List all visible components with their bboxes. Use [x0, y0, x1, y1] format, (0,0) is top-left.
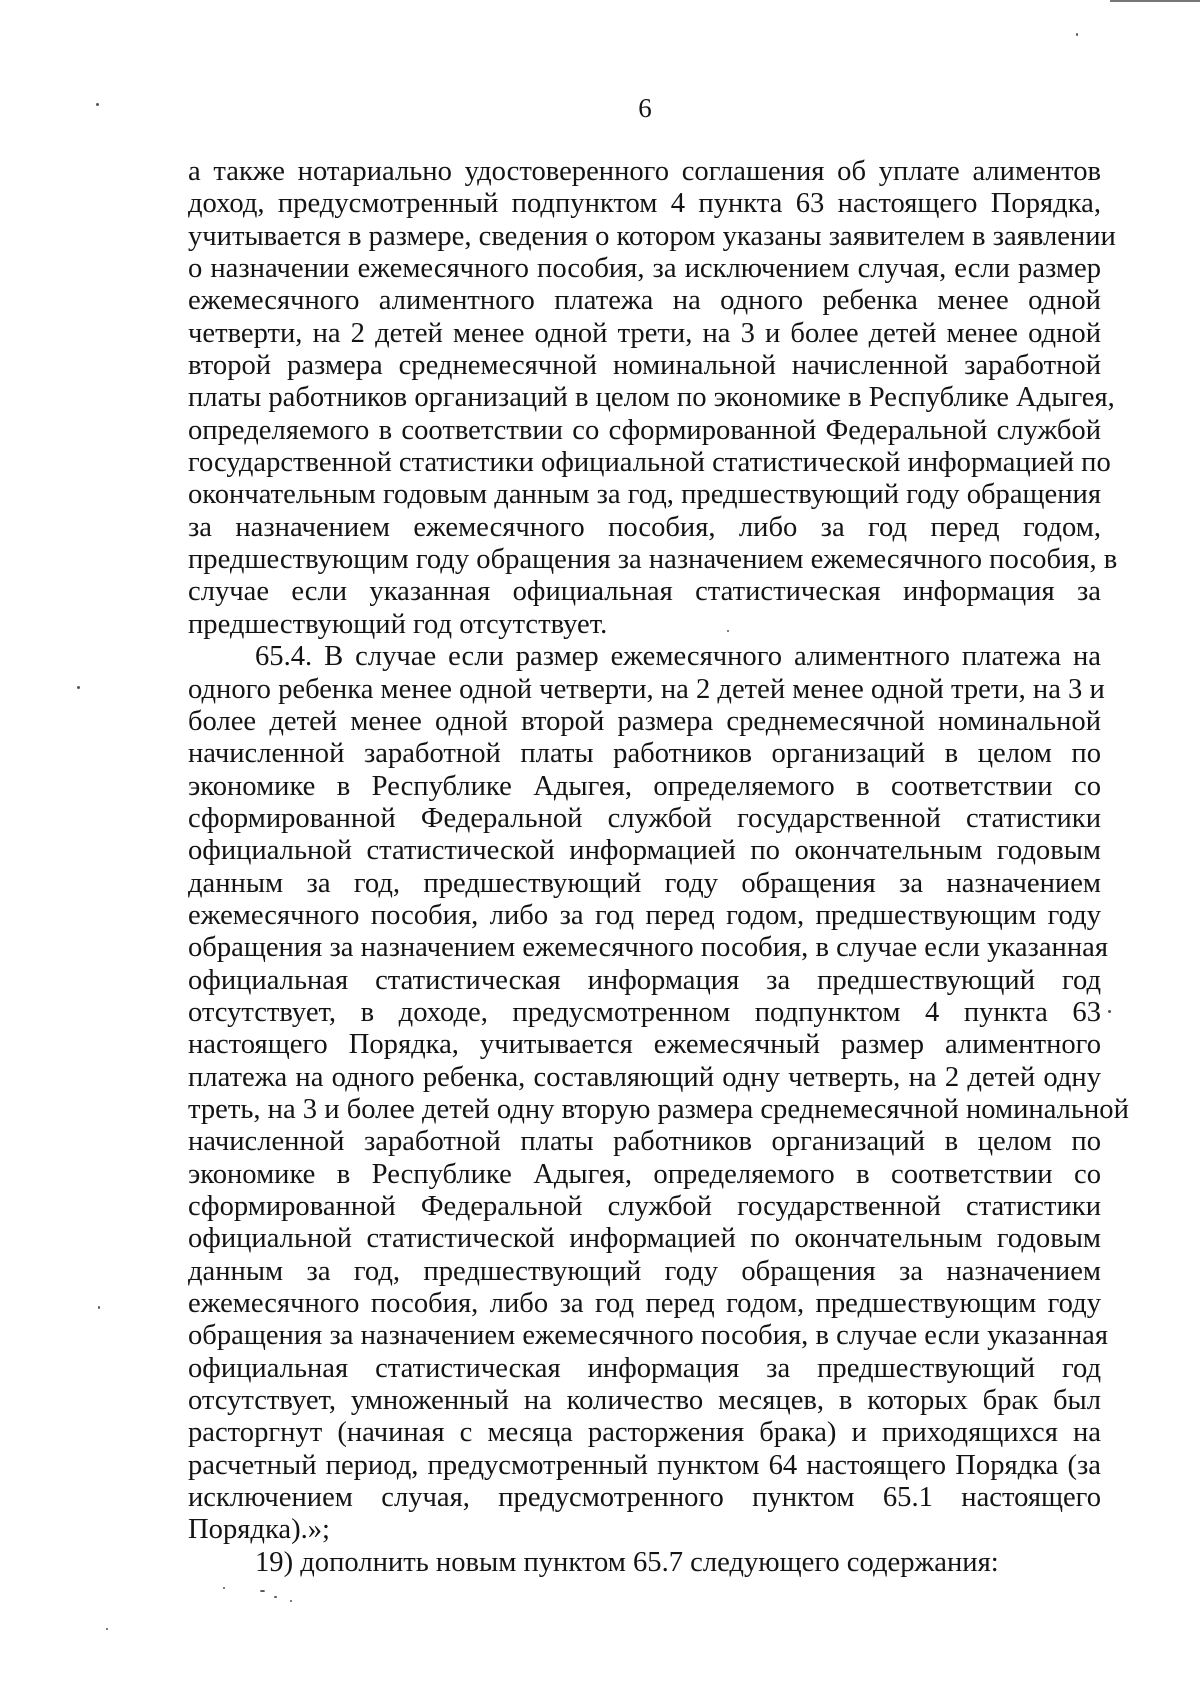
text-line: официальной статистической информацией по окончательным годовым — [188, 1223, 1101, 1255]
text-line: Порядка).»; — [188, 1514, 331, 1546]
text-line: платежа на одного ребенка, составляющий одну четверть, на 2 детей одну — [188, 1061, 1101, 1093]
text-line: государственной статистики официальной статистической информацией по — [188, 447, 1111, 479]
scan-speck — [106, 1628, 108, 1630]
text-line: расторгнут (начиная с месяца расторжения брака) и приходящихся на — [188, 1417, 1101, 1449]
text-line: официальная статистическая информация за предшествующий год — [188, 964, 1101, 996]
scan-speck — [223, 1587, 225, 1589]
text-line: отсутствует, в доходе, предусмотренном подпунктом 4 пункта 63 — [188, 996, 1101, 1028]
text-line: одного ребенка менее одной четверти, на 2 детей менее одной трети, на 3 и — [188, 673, 1105, 705]
text-line: ежемесячного пособия, либо за год перед годом, предшествующим году — [188, 899, 1101, 931]
text-line: учитывается в размере, сведения о котором указаны заявителем в заявлении — [188, 220, 1116, 252]
item-19: 19) дополнить новым пунктом 65.7 следующего содержания: — [255, 1546, 999, 1578]
scan-speck — [1076, 33, 1078, 36]
text-line: четверти, на 2 детей менее одной трети, на 3 и более детей менее одной — [188, 317, 1101, 349]
scan-speck — [727, 630, 729, 632]
text-line: сформированной Федеральной службой государственной статистики — [188, 1191, 1101, 1222]
text-line: начисленной заработной платы работников организаций в целом по — [188, 1126, 1101, 1158]
text-line: случае если указанная официальная статистическая информация за — [188, 576, 1101, 608]
paragraph-65-4-start: 65.4. В случае если размер ежемесячного алиментного платежа на — [255, 641, 1101, 673]
text-line: данным за год, предшествующий году обращения за назначением — [188, 1255, 1101, 1287]
text-line: предшествующим году обращения за назначением ежемесячного пособия, в — [188, 544, 1118, 576]
text-line: отсутствует, умноженный на количество месяцев, в которых брак был — [188, 1385, 1101, 1417]
document-body — [188, 156, 1129, 1579]
scan-speck — [274, 1596, 277, 1598]
text-line: настоящего Порядка, учитывается ежемесячный размер алиментного — [188, 1029, 1101, 1061]
text-line: данным за год, предшествующий году обращения за назначением — [188, 867, 1101, 899]
text-line: треть, на 3 и более детей одну вторую размера среднемесячной номинальной — [188, 1093, 1129, 1125]
text-line: экономике в Республике Адыгея, определяемого в соответствии со — [188, 770, 1101, 802]
text-line: платы работников организаций в целом по экономике в Республике Адыгея, — [188, 382, 1115, 414]
text-line: второй размера среднемесячной номинальной начисленной заработной — [188, 350, 1101, 382]
text-line: обращения за назначением ежемесячного пособия, в случае если указанная — [188, 1320, 1108, 1352]
scan-speck — [77, 686, 80, 689]
text-line: доход, предусмотренный подпунктом 4 пункта 63 настоящего Порядка, — [188, 188, 1101, 220]
text-line: ежемесячного пособия, либо за год перед годом, предшествующим году — [188, 1288, 1101, 1320]
text-line: расчетный период, предусмотренный пунктом 64 настоящего Порядка (за — [188, 1449, 1101, 1481]
text-line: обращения за назначением ежемесячного пособия, в случае если указанная — [188, 932, 1108, 964]
scan-speck — [290, 1600, 292, 1602]
text-line: сформированной Федеральной службой государственной статистики — [188, 802, 1101, 834]
text-line: предшествующий год отсутствует. — [188, 608, 608, 640]
page-number: 6 — [638, 93, 652, 123]
text-line: окончательным годовым данным за год, предшествующий году обращения — [188, 479, 1101, 511]
text-line: исключением случая, предусмотренного пунктом 65.1 настоящего — [188, 1482, 1101, 1514]
text-line: а также нотариально удостоверенного соглашения об уплате алиментов — [188, 156, 1101, 187]
text-line: определяемого в соответствии со сформированной Федеральной службой — [188, 414, 1101, 446]
text-line: о назначении ежемесячного пособия, за исключением случая, если размер — [188, 253, 1101, 285]
text-line: ежемесячного алиментного платежа на одного ребенка менее одной — [188, 285, 1101, 317]
text-line: более детей менее одной второй размера среднемесячной номинальной — [188, 705, 1101, 737]
text-line: официальная статистическая информация за предшествующий год — [188, 1352, 1101, 1384]
text-line: экономике в Республике Адыгея, определяемого в соответствии со — [188, 1158, 1101, 1190]
text-line: начисленной заработной платы работников организаций в целом по — [188, 738, 1101, 770]
text-line: официальной статистической информацией по окончательным годовым — [188, 835, 1101, 867]
scan-speck — [260, 1590, 265, 1592]
scan-speck — [98, 1306, 100, 1309]
text-line: за назначением ежемесячного пособия, либо за год перед годом, — [188, 511, 1101, 543]
scan-edge-mark — [1110, 0, 1200, 2]
scan-speck — [96, 103, 99, 106]
scan-speck — [1108, 1010, 1111, 1013]
